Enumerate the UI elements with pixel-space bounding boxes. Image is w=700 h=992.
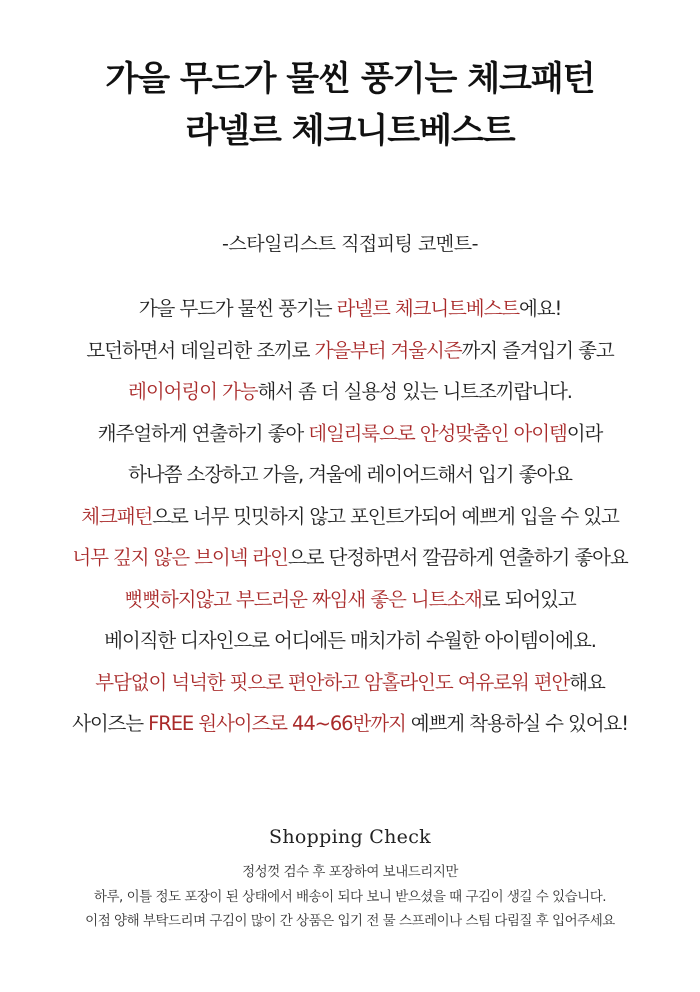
comment-line — [0, 620, 700, 662]
comment-line — [0, 371, 700, 413]
comment-line — [0, 330, 700, 372]
highlight-text: 데일리룩으로 안성맞춤인 아이템 — [308, 421, 567, 445]
highlight-text: 부담없이 넉넉한 핏으로 편안하고 암홀라인도 여유로워 편안 — [95, 670, 570, 694]
comment-text: 까지 즐겨입기 좋고 — [461, 338, 614, 362]
comment-text: 에요! — [519, 297, 562, 320]
headline-line-1: 가을 무드가 물씬 풍기는 체크패턴 — [105, 59, 595, 99]
comment-text: 으로 너무 밋밋하지 않고 포인트가되어 예쁘게 입을 수 있고 — [152, 504, 619, 528]
comment-line — [0, 496, 700, 538]
highlight-text: FREE 원사이즈로 44~66반까지 — [148, 712, 406, 735]
comment-text: 가을 무드가 물씬 풍기는 — [138, 297, 337, 320]
comment-text: 으로 단정하면서 깔끔하게 연출하기 좋아요 — [287, 546, 628, 569]
shopping-check-title: Shopping Check — [269, 826, 431, 848]
shopping-check-notice — [0, 860, 700, 934]
comment-line — [0, 662, 700, 704]
comment-text: 예쁘게 착용하실 수 있어요! — [405, 712, 628, 735]
comment-line — [0, 703, 700, 745]
comment-text: 베이직한 디자인으로 어디에든 매치가히 수월한 아이템이에요. — [104, 629, 596, 652]
shopping-check-line: 하루, 이틀 정도 포장이 된 상태에서 배송이 되다 보니 받으셨을 때 구김이 생길 수 있습니다. — [93, 888, 607, 905]
shopping-check-line: 이점 양해 부탁드리며 구김이 많이 간 상품은 입기 전 물 스프레이나 스팀 다림질 후 입어주세요 — [85, 913, 615, 929]
highlight-text: 레이어링이 가능 — [128, 380, 258, 403]
comment-text: 사이즈는 — [72, 712, 149, 735]
product-headline — [0, 53, 700, 157]
comment-text: 해서 좀 더 실용성 있는 니트조끼랍니다. — [257, 380, 572, 403]
highlight-text: 가을부터 겨울시즌 — [314, 338, 462, 362]
comment-text: 로 되어있고 — [481, 587, 576, 611]
comment-line — [0, 288, 700, 330]
comment-line — [0, 579, 700, 621]
comment-text: 이라 — [566, 421, 603, 445]
comment-line — [0, 537, 700, 579]
comment-heading: -스타일리스트 직접피팅 코멘트- — [222, 233, 478, 255]
highlight-text: 체크패턴 — [81, 504, 153, 528]
highlight-text: 라넬르 체크니트베스트 — [336, 297, 520, 320]
comment-text: 하나쯤 소장하고 가을, 겨울에 레이어드해서 입기 좋아요 — [128, 463, 572, 486]
comment-text: 모던하면서 데일리한 조끼로 — [86, 338, 315, 362]
comment-text: 해요 — [569, 670, 605, 694]
comment-line — [0, 413, 700, 455]
headline-line-2: 라넬르 체크니트베스트 — [185, 111, 515, 151]
comment-line — [0, 454, 700, 496]
stylist-comment — [0, 288, 700, 745]
highlight-text: 뻣뻣하지않고 부드러운 짜임새 좋은 니트소재 — [124, 587, 482, 611]
comment-text: 캐주얼하게 연출하기 좋아 — [97, 421, 309, 445]
highlight-text: 너무 깊지 않은 브이넥 라인 — [72, 546, 288, 569]
shopping-check-line: 정성껏 검수 후 포장하여 보내드리지만 — [242, 864, 458, 880]
